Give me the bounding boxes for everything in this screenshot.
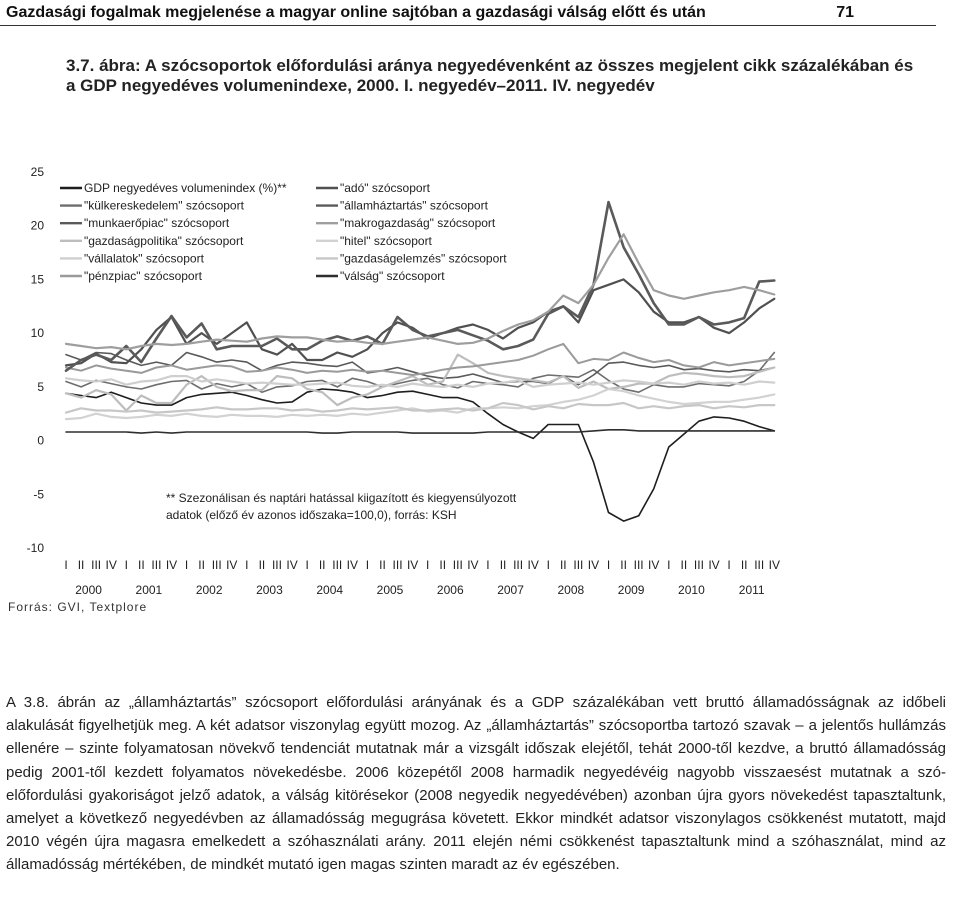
x-quarter-label: II [318, 558, 326, 572]
x-quarter-label: IV [226, 558, 238, 572]
legend-label: "makrogazdaság" szócsoport [340, 216, 496, 231]
y-tick-label: -10 [26, 541, 44, 555]
legend-label: "munkaerőpiac" szócsoport [84, 216, 230, 231]
note-line-1: ** Szezonálisan és naptári hatással kiigazított és kiegyensúlyozott [166, 491, 517, 505]
x-year-label: 2007 [497, 583, 524, 597]
x-quarter-label: III [91, 558, 102, 572]
x-year-label: 2003 [256, 583, 283, 597]
x-quarter-label: II [198, 558, 205, 572]
page-number: 71 [836, 4, 854, 21]
line-chart [0, 150, 960, 625]
x-year-label: 2004 [316, 583, 344, 597]
x-quarter-label: II [258, 558, 266, 572]
note-line-2: adatok (előző év azonos időszaka=100,0), forrás: KSH [166, 508, 457, 522]
x-quarter-label: IV [708, 558, 720, 572]
x-quarter-label: II [379, 558, 386, 572]
x-quarter-label: III [513, 558, 524, 572]
x-year-label: 2002 [195, 583, 223, 597]
series-line-1 [66, 353, 774, 393]
x-year-label: 2011 [738, 583, 765, 597]
legend-label: "adó" szócsoport [340, 181, 430, 195]
x-quarter-label: IV [587, 558, 600, 572]
y-tick-label: 10 [30, 326, 44, 341]
x-quarter-label: II [740, 558, 748, 572]
x-year-label: 2006 [436, 583, 464, 597]
x-quarter-label: IV [406, 558, 419, 572]
legend-label: "hitel" szócsoport [340, 233, 432, 248]
y-tick-label: 0 [37, 433, 44, 448]
x-quarter-label: III [332, 558, 343, 572]
body-text [6, 691, 946, 877]
x-quarter-label: II [620, 558, 627, 572]
legend-label: "külkereskedelem" szócsoport [84, 198, 244, 213]
x-quarter-label: II [77, 558, 85, 572]
x-quarter-label: IV [286, 558, 298, 572]
x-quarter-label: II [499, 558, 507, 572]
header-title: Gazdasági fogalmak megjelenése a magyar online sajtóban a gazdasági válság előtt és után [6, 4, 706, 21]
x-year-label: 2010 [678, 583, 705, 597]
x-quarter-label: III [151, 558, 162, 572]
x-year-label: 2009 [617, 583, 645, 597]
legend-label: "gazdaságelemzés" szócsoport [340, 251, 507, 266]
x-quarter-label: III [693, 558, 704, 572]
x-quarter-label: II [680, 558, 688, 572]
x-quarter-label: IV [346, 558, 359, 572]
y-tick-label: 5 [37, 379, 44, 394]
x-year-label: 2008 [557, 583, 585, 597]
x-quarter-label: I [486, 558, 490, 572]
x-quarter-label: IV [648, 558, 660, 572]
x-quarter-label: III [754, 558, 765, 572]
header-rule [0, 25, 936, 26]
x-quarter-label: I [606, 558, 611, 572]
x-quarter-label: III [392, 558, 403, 572]
x-quarter-label: I [245, 558, 249, 572]
x-quarter-label: I [426, 558, 430, 572]
x-quarter-label: II [439, 558, 447, 572]
x-quarter-label: I [365, 558, 370, 572]
x-quarter-label: III [633, 558, 644, 572]
x-quarter-label: I [64, 558, 68, 572]
x-quarter-label: III [573, 558, 584, 572]
x-quarter-label: IV [105, 558, 117, 572]
x-quarter-label: II [559, 558, 567, 572]
y-tick-label: 25 [30, 165, 44, 179]
legend-label: "államháztartás" szócsoport [340, 198, 488, 213]
x-quarter-label: II [138, 558, 145, 572]
x-quarter-label: III [452, 558, 463, 572]
x-year-label: 2000 [75, 583, 102, 597]
x-quarter-label: III [271, 558, 282, 572]
page-header [0, 0, 960, 28]
x-quarter-label: IV [467, 558, 479, 572]
figure-title: 3.7. ábra: A szócsoportok előfordulási aránya negyedévenként az összes megjelent cikk százalékában és a GDP negyedéves volumenindexe, 2000. I. negyedév–2011. IV. negyedév [66, 56, 914, 95]
y-tick-label: -5 [33, 487, 44, 502]
figure-source: Forrás: GVI, Textplore [8, 600, 148, 614]
legend-label: "válság" szócsoport [340, 269, 445, 283]
x-quarter-label: I [727, 558, 731, 572]
x-quarter-label: I [546, 558, 550, 572]
y-tick-label: 20 [30, 218, 44, 233]
x-quarter-label: I [184, 558, 189, 572]
x-quarter-label: I [667, 558, 671, 572]
body-paragraph: A 3.8. ábrán az „államháztartás” szócsoport előfordulási arányának és a GDP százalékában vett bruttó államadósságnak az időbeli alakulását figyelhetjük meg. A két adatsor viszonylag együtt mozog. Az „államháztartás” szócsoportba tartozó szavak – a jelentős hullámzás ellenére – szinte folyamatosan növekvő tendenciát mutatnak már a vizsgált időszak elejétől, tehát 2000-től kezdve, a bruttó államadósság pedig 2001-től kezdett folyamatos növekedésbe. 2006 közepétől 2008 harmadik negyedévéig nagyobb visszaesést mutatnak a szó-előfordulási gyakoriságot jelző adatok, a válság kitörésekor (2008 negyedik negyedévében) azonban újra gyors növekedést tapasztaltunk, amelyet a következő negyedévben az államadósság megugrása követett. Ekkor mindkét adatsor viszonylagos csökkenést mutatott, majd 2010 végén újra magasra emelkedett a szóhasználati arány. 2011 elején némi csökkenést tapasztaltunk mind a szóhasználat, mind az államadósság mértékében, de mindkét mutató igen magas szinten maradt az év egészében. [6, 694, 946, 874]
legend-label: "pénzpiac" szócsoport [84, 269, 202, 283]
x-quarter-label: IV [527, 558, 539, 572]
y-tick-label: 15 [30, 272, 44, 287]
series-line-5 [66, 344, 774, 375]
x-quarter-label: IV [768, 558, 780, 572]
figure-note [166, 490, 516, 524]
x-quarter-label: I [124, 558, 128, 572]
legend-label: GDP negyedéves volumenindex (%)** [84, 181, 287, 195]
legend-label: "gazdaságpolitika" szócsoport [84, 233, 244, 248]
x-quarter-label: III [211, 558, 222, 572]
x-year-label: 2005 [376, 583, 404, 597]
series-line-11 [66, 430, 774, 433]
x-quarter-label: I [305, 558, 309, 572]
x-quarter-label: IV [165, 558, 178, 572]
x-year-label: 2001 [135, 583, 163, 597]
legend-label: "vállalatok" szócsoport [84, 251, 204, 266]
